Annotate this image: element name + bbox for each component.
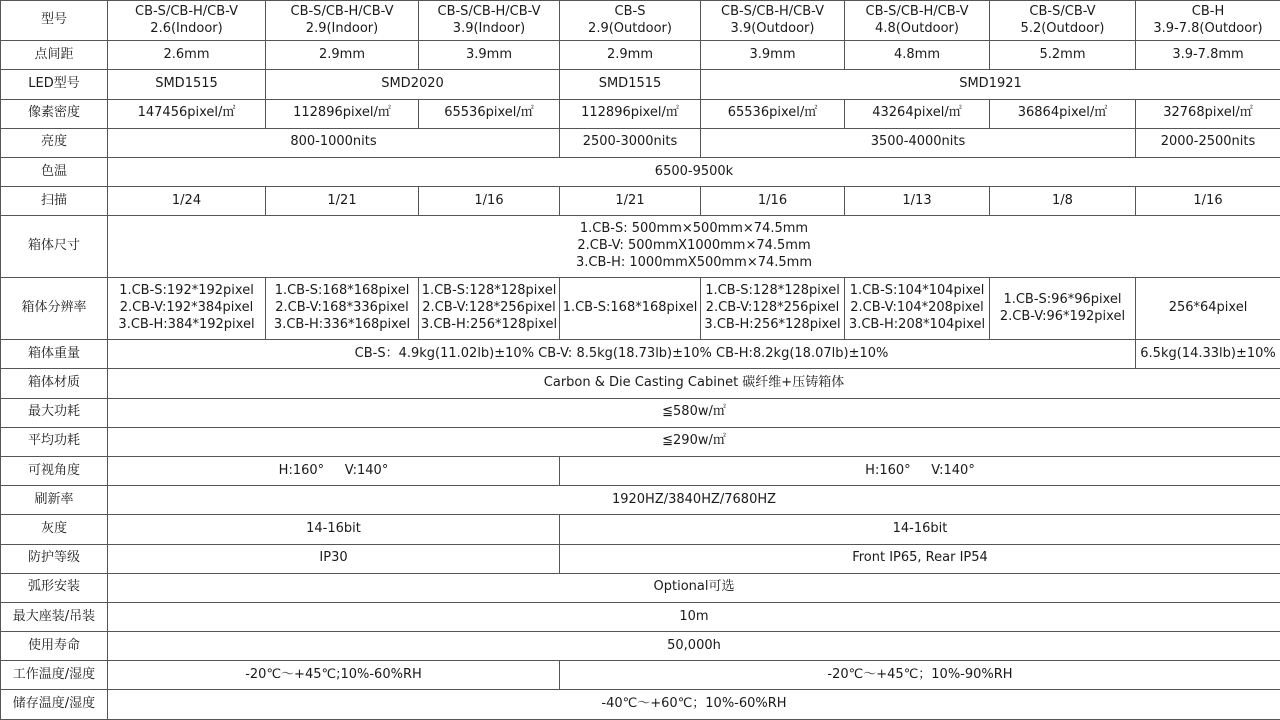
brightness-cell: 2000-2500nits (1136, 128, 1280, 157)
resolution-line: 2.CB-V:104*208pixel (850, 300, 984, 316)
avg-power-cell: ≦290w/㎡ (108, 427, 1280, 456)
resolution-cell (419, 277, 560, 339)
row-label: 灰度 (1, 515, 108, 544)
resolution-line: 2.CB-V:128*256pixel (705, 300, 840, 316)
model-spec: 4.8(Outdoor) (875, 20, 959, 36)
weight-cell: CB-S：4.9kg(11.02lb)±10% CB-V: 8.5kg(18.73lb)±10% CB-H:8.2kg(18.07lb)±10% (108, 340, 1136, 369)
led-cell: SMD2020 (266, 70, 560, 99)
storage-env-cell: -40℃～+60℃；10%-60%RH (108, 690, 1280, 720)
density-cell: 112896pixel/㎡ (560, 99, 701, 128)
row-protection (1, 544, 1280, 573)
scan-cell: 1/24 (108, 187, 266, 216)
row-arc-install (1, 573, 1280, 602)
resolution-line: 1.CB-S:96*96pixel (1003, 291, 1122, 307)
resolution-line: 2.CB-V:192*384pixel (119, 300, 254, 316)
row-grayscale (1, 515, 1280, 544)
row-label: 扫描 (1, 187, 108, 216)
viewing-angle-cell: H:160° V:140° (560, 456, 1280, 485)
row-pitch (1, 41, 1280, 70)
cabinet-size-line: 1.CB-S: 500mm×500mm×74.5mm (579, 221, 809, 237)
model-header-1 (108, 1, 266, 41)
scan-cell: 1/13 (845, 187, 990, 216)
row-brightness (1, 128, 1280, 157)
resolution-line: 3.CB-H:336*168pixel (273, 316, 411, 332)
row-material (1, 369, 1280, 398)
row-label: 平均功耗 (1, 427, 108, 456)
scan-cell: 1/16 (1136, 187, 1280, 216)
row-label: 箱体材质 (1, 369, 108, 398)
model-header-2 (266, 1, 419, 41)
row-scan (1, 187, 1280, 216)
model-name: CB-S (614, 4, 646, 20)
row-label: 工作温度/湿度 (1, 661, 108, 690)
density-cell: 65536pixel/㎡ (701, 99, 845, 128)
resolution-cell (701, 277, 845, 339)
resolution-line: 1.CB-S:128*128pixel (421, 283, 557, 299)
brightness-cell: 800-1000nits (108, 128, 560, 157)
row-label: 弧形安装 (1, 573, 108, 602)
row-label: 亮度 (1, 128, 108, 157)
row-max-stack (1, 602, 1280, 631)
model-header-7 (990, 1, 1136, 41)
density-cell: 36864pixel/㎡ (990, 99, 1136, 128)
row-label: 箱体分辨率 (1, 277, 108, 339)
resolution-cell (990, 277, 1136, 339)
grayscale-cell: 14-16bit (108, 515, 560, 544)
viewing-angle-cell: H:160° V:140° (108, 456, 560, 485)
density-cell: 147456pixel/㎡ (108, 99, 266, 128)
resolution-line: 1.CB-S:192*192pixel (119, 283, 254, 299)
lifespan-cell: 50,000h (108, 632, 1280, 661)
pitch-cell: 2.9mm (560, 41, 701, 70)
row-cabinet-size (1, 216, 1280, 277)
row-label-model: 型号 (1, 1, 108, 41)
cabinet-size-line: 3.CB-H: 1000mmX500mm×74.5mm (576, 255, 812, 271)
max-power-cell: ≦580w/㎡ (108, 398, 1280, 427)
resolution-line: 2.CB-V:168*336pixel (275, 300, 409, 316)
row-operating-env (1, 661, 1280, 690)
resolution-line: 2.CB-V:96*192pixel (999, 308, 1126, 324)
row-led (1, 70, 1280, 99)
weight-cell: 6.5kg(14.33lb)±10% (1136, 340, 1280, 369)
model-name: CB-S/CB-H/CB-V (135, 4, 238, 20)
resolution-line: 3.CB-H:256*128pixel (420, 316, 558, 332)
brightness-cell: 3500-4000nits (701, 128, 1136, 157)
model-name: CB-S/CB-H/CB-V (721, 4, 824, 20)
model-name: CB-H (1191, 4, 1225, 20)
row-label: 刷新率 (1, 486, 108, 515)
pitch-cell: 3.9mm (419, 41, 560, 70)
resolution-cell (845, 277, 990, 339)
row-label: 箱体尺寸 (1, 216, 108, 277)
model-name: CB-S/CB-V (1029, 4, 1096, 20)
brightness-cell: 2500-3000nits (560, 128, 701, 157)
color-temp-cell: 6500-9500k (108, 158, 1280, 187)
pitch-cell: 5.2mm (990, 41, 1136, 70)
row-label: 点间距 (1, 41, 108, 70)
scan-cell: 1/21 (266, 187, 419, 216)
model-header-5 (701, 1, 845, 41)
scan-cell: 1/16 (419, 187, 560, 216)
model-header-6 (845, 1, 990, 41)
model-spec: 2.9(Outdoor) (588, 20, 672, 36)
row-label: 像素密度 (1, 99, 108, 128)
cabinet-size-cell (108, 216, 1280, 277)
row-label: LED型号 (1, 70, 108, 99)
scan-cell: 1/8 (990, 187, 1136, 216)
row-viewing-angle (1, 456, 1280, 485)
pitch-cell: 3.9mm (701, 41, 845, 70)
row-weight (1, 340, 1280, 369)
operating-env-cell: -20℃～+45℃；10%-90%RH (560, 661, 1280, 690)
density-cell: 65536pixel/㎡ (419, 99, 560, 128)
protection-cell: IP30 (108, 544, 560, 573)
row-density (1, 99, 1280, 128)
arc-install-cell: Optional可选 (108, 573, 1280, 602)
pitch-cell: 4.8mm (845, 41, 990, 70)
pitch-cell: 3.9-7.8mm (1136, 41, 1280, 70)
pitch-cell: 2.9mm (266, 41, 419, 70)
row-avg-power (1, 427, 1280, 456)
header-row (1, 1, 1280, 41)
scan-cell: 1/16 (701, 187, 845, 216)
resolution-line: 3.CB-H:256*128pixel (704, 316, 841, 332)
density-cell: 32768pixel/㎡ (1136, 99, 1280, 128)
resolution-line: 1.CB-S:168*168pixel (562, 300, 698, 316)
row-label: 可视角度 (1, 456, 108, 485)
grayscale-cell: 14-16bit (560, 515, 1280, 544)
model-name: CB-S/CB-H/CB-V (437, 4, 541, 20)
model-header-3 (419, 1, 560, 41)
resolution-line: 2.CB-V:128*256pixel (422, 300, 556, 316)
material-cell: Carbon & Die Casting Cabinet 碳纤维+压铸箱体 (108, 369, 1280, 398)
resolution-line: 3.CB-H:208*104pixel (848, 316, 986, 332)
density-cell: 43264pixel/㎡ (845, 99, 990, 128)
model-header-4 (560, 1, 701, 41)
row-lifespan (1, 632, 1280, 661)
model-name: CB-S/CB-H/CB-V (290, 4, 394, 20)
refresh-cell: 1920HZ/3840HZ/7680HZ (108, 486, 1280, 515)
model-spec: 5.2(Outdoor) (1020, 20, 1105, 36)
pitch-cell: 2.6mm (108, 41, 266, 70)
resolution-cell (1136, 277, 1280, 339)
row-label: 最大功耗 (1, 398, 108, 427)
resolution-cell (108, 277, 266, 339)
row-label: 色温 (1, 158, 108, 187)
model-spec: 2.9(Indoor) (305, 20, 379, 36)
row-label: 防护等级 (1, 544, 108, 573)
resolution-line: 3.CB-H:384*192pixel (118, 316, 255, 332)
density-cell: 112896pixel/㎡ (266, 99, 419, 128)
resolution-line: 1.CB-S:128*128pixel (705, 283, 840, 299)
resolution-cell (266, 277, 419, 339)
resolution-line: 256*64pixel (1168, 300, 1248, 316)
cabinet-size-line: 2.CB-V: 500mmX1000mm×74.5mm (577, 238, 811, 254)
model-header-8 (1136, 1, 1280, 41)
row-label: 箱体重量 (1, 340, 108, 369)
model-spec: 3.9-7.8(Outdoor) (1153, 20, 1263, 36)
row-max-power (1, 398, 1280, 427)
led-cell: SMD1515 (560, 70, 701, 99)
operating-env-cell: -20℃～+45℃;10%-60%RH (108, 661, 560, 690)
resolution-line: 1.CB-S:104*104pixel (849, 283, 985, 299)
model-spec: 3.9(Indoor) (452, 20, 526, 36)
row-color-temp (1, 158, 1280, 187)
row-label: 储存温度/湿度 (1, 690, 108, 720)
model-spec: 2.6(Indoor) (150, 20, 223, 36)
row-storage-env (1, 690, 1280, 720)
led-cell: SMD1515 (108, 70, 266, 99)
resolution-line: 1.CB-S:168*168pixel (274, 283, 410, 299)
model-spec: 3.9(Outdoor) (730, 20, 815, 36)
resolution-cell (560, 277, 701, 339)
row-refresh (1, 486, 1280, 515)
row-label: 使用寿命 (1, 632, 108, 661)
model-name: CB-S/CB-H/CB-V (865, 4, 969, 20)
row-resolution (1, 277, 1280, 339)
scan-cell: 1/21 (560, 187, 701, 216)
led-cell: SMD1921 (701, 70, 1280, 99)
max-stack-cell: 10m (108, 602, 1280, 631)
row-label: 最大座装/吊装 (1, 602, 108, 631)
protection-cell: Front IP65, Rear IP54 (560, 544, 1280, 573)
